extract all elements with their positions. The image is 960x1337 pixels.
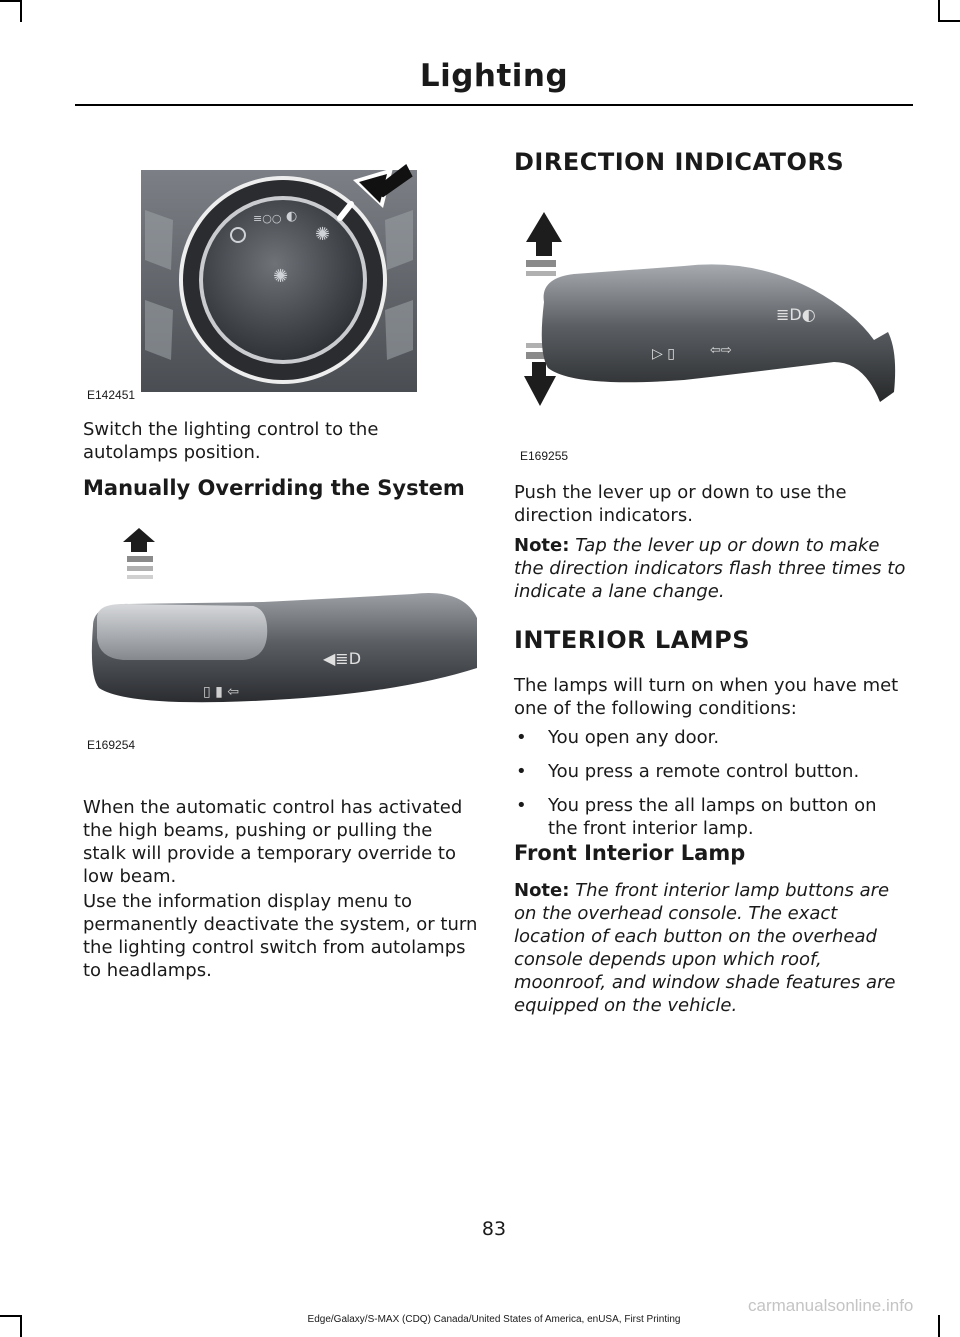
svg-text:✺: ✺ [273, 266, 289, 287]
svg-text:≡○○: ≡○○ [253, 212, 282, 225]
bullet: • [516, 795, 527, 816]
condition-list [514, 726, 909, 840]
bullet: • [516, 727, 527, 748]
section-heading: INTERIOR LAMPS [514, 626, 751, 654]
svg-text:▯ ▮ ⇦: ▯ ▮ ⇦ [203, 684, 240, 700]
list-item-text: You open any door. [548, 727, 720, 748]
page-number: 83 [481, 1218, 507, 1240]
paragraph: Switch the lighting control to the autolamps position. [83, 419, 379, 463]
figure-code: E142451 [87, 388, 136, 402]
paragraph: Use the information display menu to permanently deactivate the system, or turn the lighting control switch from autolamps to headlamps. [83, 891, 478, 981]
note-label: Note: [514, 880, 570, 901]
section-heading: Manually Overriding the System [83, 476, 465, 500]
header-divider [75, 104, 913, 106]
stalk-illustration [83, 528, 477, 754]
svg-text:▷ ▯: ▷ ▯ [652, 346, 675, 362]
crop-mark [20, 0, 22, 22]
list-item-text: You press the all lamps on button on the front interior lamp. [548, 795, 877, 839]
bullet: • [516, 761, 527, 782]
note-text: The front interior lamp buttons are on the overhead console. The exact location of each button on the overhead console depends upon which roof, moonroof, and window shade features are equipped on the vehicle. [514, 880, 896, 1016]
lighting-switch-illustration [83, 160, 477, 406]
paragraph: When the automatic control has activated the high beams, pushing or pulling the stalk will provide a temporary override to low beam. [83, 797, 463, 887]
watermark: carmanualsonline.info [748, 1296, 914, 1315]
direction-indicator-figure [514, 202, 908, 432]
page-title: Lighting [419, 58, 569, 94]
svg-text:⇦⇨: ⇦⇨ [710, 343, 732, 358]
figure-code: E169255 [520, 449, 569, 463]
list-item [514, 760, 909, 783]
svg-text:✺: ✺ [315, 224, 331, 245]
list-item [514, 794, 909, 840]
paragraph: Push the lever up or down to use the direction indicators. [514, 482, 847, 526]
svg-text:◀≣D: ◀≣D [323, 649, 362, 668]
paragraph: The lamps will turn on when you have met one of the following conditions: [514, 675, 899, 719]
svg-text:◐: ◐ [286, 209, 298, 224]
edition-line: Edge/Galaxy/S-MAX (CDQ) Canada/United States of America, enUSA, First Printing [307, 1314, 681, 1325]
figure-code: E169254 [87, 738, 136, 752]
indicator-stalk-illustration [514, 202, 908, 432]
svg-text:≣D◐: ≣D◐ [776, 305, 816, 324]
note-label: Note: [514, 535, 570, 556]
lighting-switch-figure [83, 160, 477, 406]
crop-mark [0, 0, 22, 2]
section-heading: Front Interior Lamp [514, 841, 746, 865]
note [514, 534, 909, 603]
list-item-text: You press a remote control button. [548, 761, 860, 782]
stalk-override-figure [83, 528, 477, 754]
crop-mark [938, 20, 960, 22]
note [514, 879, 909, 1017]
list-item [514, 726, 909, 749]
crop-mark [938, 0, 940, 22]
note-text: Tap the lever up or down to make the direction indicators flash three times to indicate a lane change. [514, 535, 906, 602]
section-heading: DIRECTION INDICATORS [514, 148, 845, 176]
